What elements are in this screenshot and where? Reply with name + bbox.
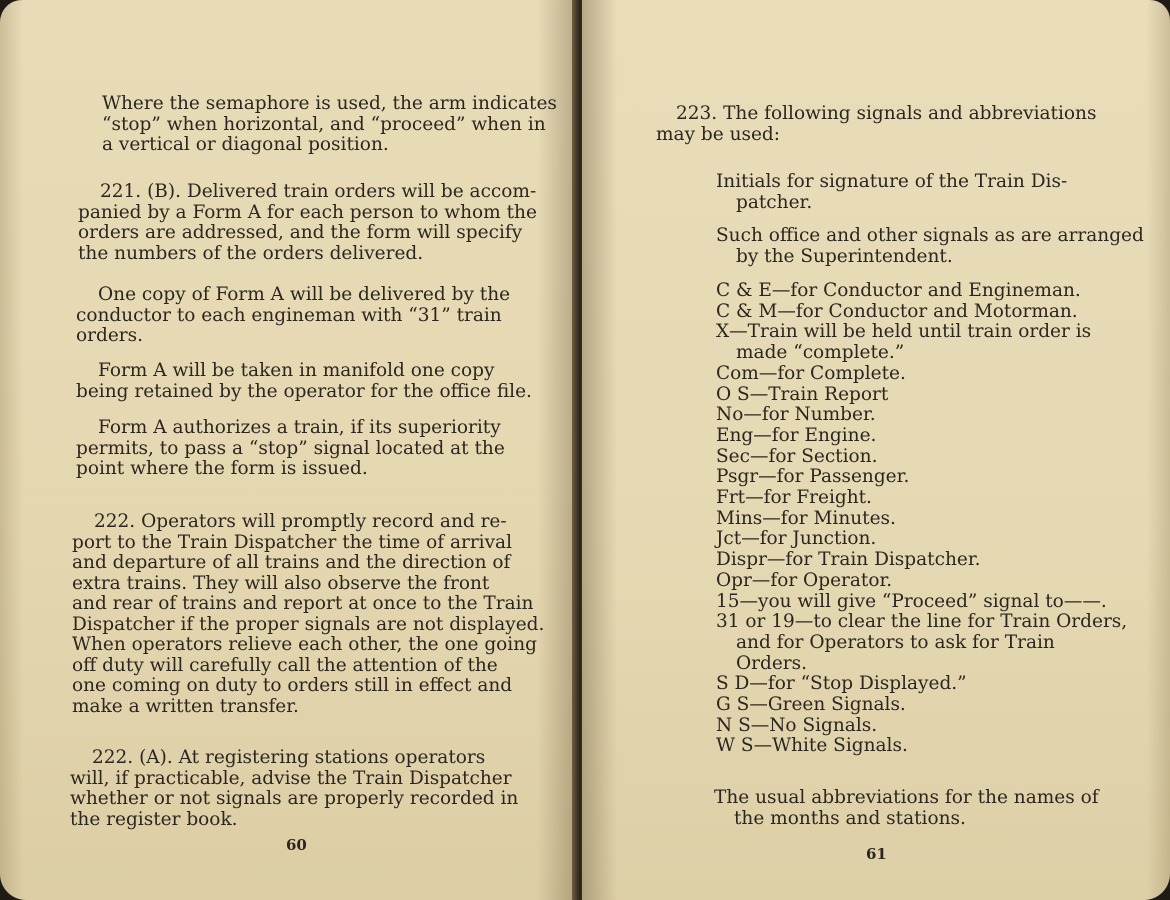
text-line: Dispatcher if the proper signals are not displayed. bbox=[72, 613, 545, 635]
list-item: Eng—for Engine. bbox=[716, 424, 877, 446]
list-item: Jct—for Junction. bbox=[716, 528, 877, 550]
text-line: extra trains. They will also observe the front bbox=[72, 572, 490, 594]
text-line: Initials for signature of the Train Dis- bbox=[716, 171, 1068, 192]
list-item: O S—Train Report bbox=[716, 383, 889, 405]
text-line: 222. Operators will promptly record and re- bbox=[94, 511, 507, 532]
text-line: off duty will carefully call the attention of the bbox=[72, 654, 498, 676]
text-line: by the Superintendent. bbox=[736, 245, 953, 267]
list-item: Frt—for Freight. bbox=[716, 487, 872, 509]
text-line: a vertical or diagonal position. bbox=[102, 134, 389, 155]
list-item: C & E—for Conductor and Engineman. bbox=[716, 280, 1081, 301]
text-line: One copy of Form A will be delivered by the bbox=[98, 284, 511, 305]
paragraph-semaphore bbox=[80, 93, 557, 156]
paragraph-222 bbox=[72, 511, 545, 717]
text-line: orders are addressed, and the form will specify bbox=[78, 222, 523, 243]
list-item: No—for Number. bbox=[716, 404, 876, 426]
abbreviation-list bbox=[716, 280, 1128, 757]
text-line: being retained by the operator for the office file. bbox=[76, 380, 532, 402]
list-item: X—Train will be held until train order is bbox=[716, 321, 1092, 343]
text-line: 222. (A). At registering stations operators bbox=[92, 747, 486, 768]
text-line: patcher. bbox=[736, 191, 813, 213]
text-line: whether or not signals are properly recorded in bbox=[70, 788, 519, 809]
paragraph-form-a-copy bbox=[76, 285, 530, 347]
text-line: “stop” when horizontal, and “proceed” when in bbox=[102, 113, 546, 135]
text-line: the numbers of the orders delivered. bbox=[78, 242, 424, 264]
list-item: Dispr—for Train Dispatcher. bbox=[716, 549, 981, 571]
list-item: Sec—for Section. bbox=[716, 445, 878, 467]
text-line: the register book. bbox=[70, 808, 238, 830]
text-line: the months and stations. bbox=[734, 807, 966, 829]
text-line: Form A authorizes a train, if its superiority bbox=[98, 417, 501, 438]
text-line: one coming on duty to orders still in effect and bbox=[72, 675, 513, 696]
list-item: C & M—for Conductor and Motorman. bbox=[716, 300, 1078, 322]
heading-223 bbox=[656, 104, 1106, 145]
paragraph-221-b bbox=[78, 181, 537, 264]
text-line: 223. The following signals and abbreviations bbox=[676, 103, 1097, 124]
text-line: and rear of trains and report at once to the Train bbox=[72, 593, 534, 614]
list-item: Mins—for Minutes. bbox=[716, 507, 896, 529]
list-item: Com—for Complete. bbox=[716, 362, 906, 384]
page-number-right: 61 bbox=[866, 845, 887, 863]
text-line: When operators relieve each other, the one going bbox=[72, 634, 537, 655]
text-line: Such office and other signals as are arranged bbox=[716, 225, 1144, 246]
list-item: and for Operators to ask for Train bbox=[736, 631, 1055, 653]
list-item: S D—for “Stop Displayed.” bbox=[716, 673, 967, 695]
list-item: N S—No Signals. bbox=[716, 714, 878, 736]
list-item: Opr—for Operator. bbox=[716, 569, 893, 591]
paragraph-222-a bbox=[70, 748, 526, 830]
text-line: 221. (B). Delivered train orders will be accom- bbox=[100, 181, 537, 202]
right-page bbox=[582, 0, 1170, 900]
closing-note bbox=[714, 788, 1114, 829]
list-item: made “complete.” bbox=[736, 342, 905, 364]
text-line: Where the semaphore is used, the arm indicates bbox=[102, 93, 557, 114]
list-item: Psgr—for Passenger. bbox=[716, 466, 910, 488]
text-line: Form A will be taken in manifold one copy bbox=[98, 360, 495, 381]
paragraph-form-a-authorizes bbox=[76, 418, 530, 480]
text-line: make a written transfer. bbox=[72, 695, 299, 717]
text-line: and departure of all trains and the direction of bbox=[72, 552, 511, 573]
text-line: The usual abbreviations for the names of bbox=[714, 787, 1099, 808]
list-item: G S—Green Signals. bbox=[716, 694, 906, 716]
text-line: permits, to pass a “stop” signal located at the bbox=[76, 437, 505, 459]
text-line: may be used: bbox=[656, 123, 781, 145]
text-line: orders. bbox=[76, 325, 143, 346]
page-number-left: 60 bbox=[286, 836, 307, 854]
paragraph-form-a-manifold bbox=[76, 361, 530, 402]
intro-item-office-signals bbox=[716, 225, 1144, 267]
list-item: Orders. bbox=[736, 652, 808, 674]
list-item: W S—White Signals. bbox=[716, 735, 908, 757]
text-line: port to the Train Dispatcher the time of arrival bbox=[72, 531, 512, 553]
left-page bbox=[0, 0, 578, 900]
list-item: 31 or 19—to clear the line for Train Orders, bbox=[716, 611, 1128, 633]
text-line: panied by a Form A for each person to whom the bbox=[78, 201, 537, 223]
text-line: point where the form is issued. bbox=[76, 458, 368, 479]
text-line: conductor to each engineman with “31” train bbox=[76, 304, 502, 326]
list-item: 15—you will give “Proceed” signal to——. bbox=[716, 590, 1107, 612]
text-line: will, if practicable, advise the Train Dispatcher bbox=[70, 767, 512, 789]
intro-item-initials bbox=[716, 172, 1108, 213]
